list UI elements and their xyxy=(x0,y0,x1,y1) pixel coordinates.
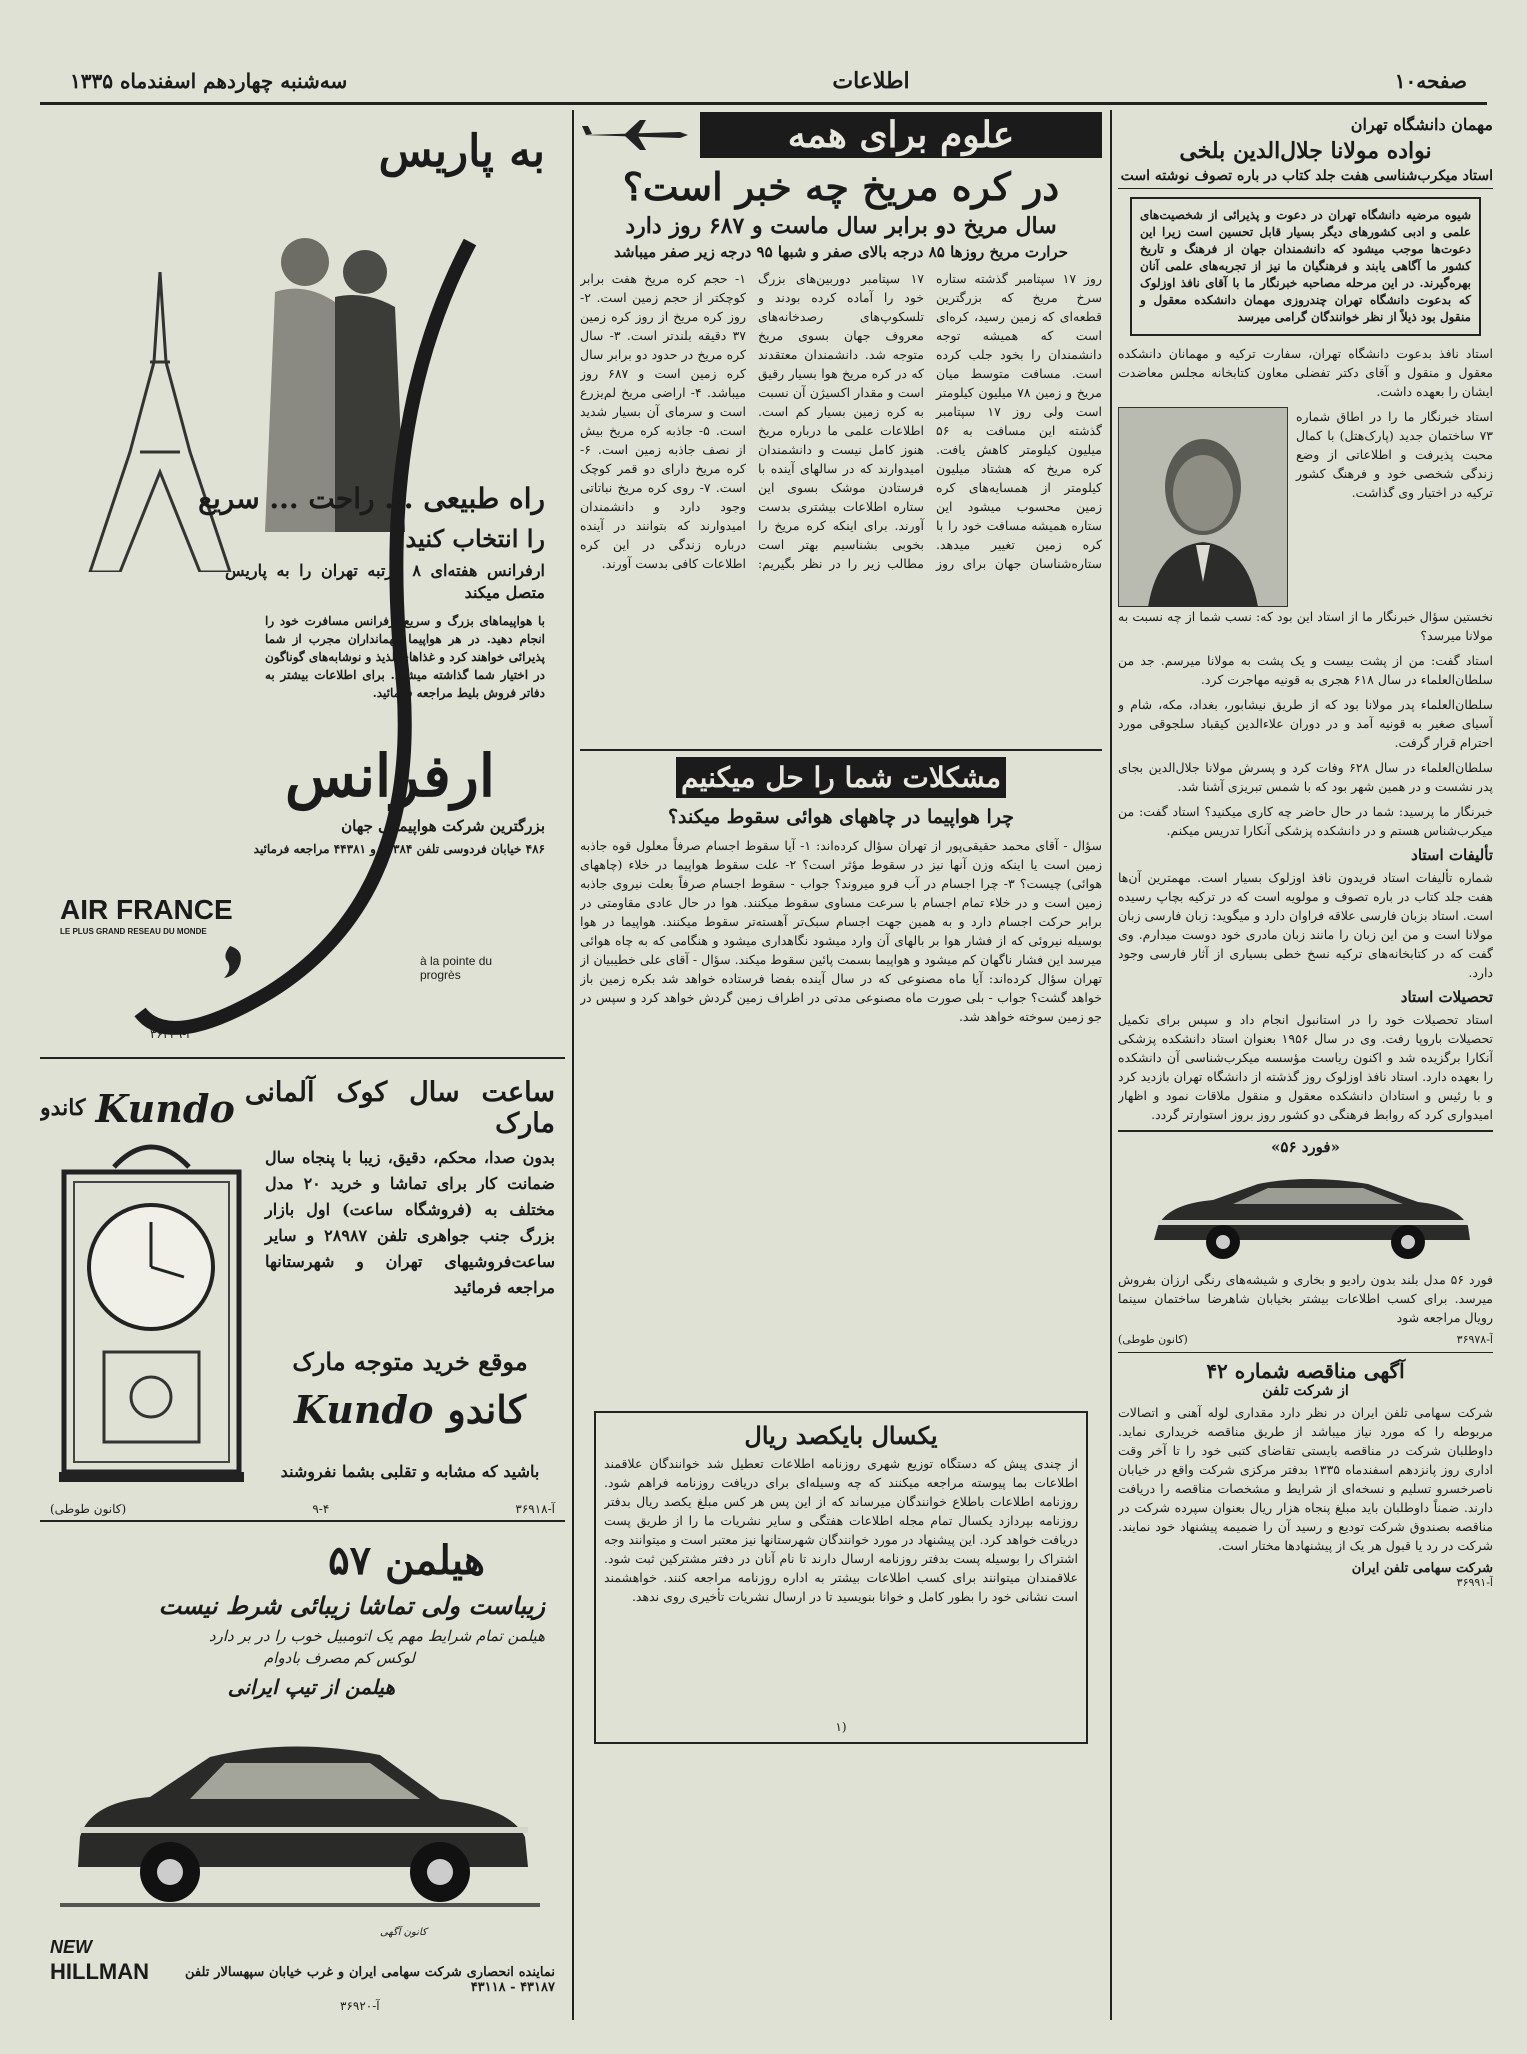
article-paragraph: سلطان‌العلماء پدر مولانا بود که از طریق نیشابور، بغداد، مکه، شام و آسیای صغیر به قونیه آمد و در دوران علاءالدین کیقباد سلجوقی مورد احترام قرار گرفت. xyxy=(1118,697,1493,750)
kundo-brand: Kundo xyxy=(294,1387,434,1432)
hillman-dealer: نماینده انحصاری شرکت سهامی ایران و غرب خیابان سپهسالار تلفن ۴۳۱۸۷ - ۴۳۱۱۸ xyxy=(185,1965,555,1995)
airfrance-ad xyxy=(40,112,565,1057)
intro-text: شیوه مرضیه دانشگاه تهران در دعوت و پذیرائی از شخصیت‌های علمی و ادبی کشورهای دیگر بسیار قابل تحسین است زیرا این دعوت‌ها موجب میشود که دانشمندان جهان از فرهنگ و تاریخ کشور ما آگاهی یابند و فرهنگیان ما نیز از تجربه‌های علمی آنان بهره‌گیرند. در این مرحله مصاحبه خبرنگار ما با آقای نافذ اوزلوک که بدعوت دانشگاه تهران چندروزی مهمان دانشکده معقول و منقول بود ذیلاً از نظر خوانندگان گرامی میرسد xyxy=(1140,208,1471,324)
qa-headline: چرا هواپیما در چاههای هوائی سقوط میکند؟ xyxy=(667,805,1015,828)
section-rule xyxy=(1118,1130,1493,1132)
subscription-title: یکسال بایکصد ریال xyxy=(744,1420,938,1450)
af-weekly: ارفرانس هفته‌ای ۸ مرتبه تهران را به پاریس متصل میکند xyxy=(225,561,545,602)
kundo-text: بدون صدا، محکم، دقیق، زیبا با پنجاه سال ضمانت کار برای تماشا و خرید ۲۰ مدل مختلف به (فروشگاه ساعت) اول بازار بزرگ جنب جواهری تلفن ۲۸۹۸۷ و سایر ساعت‌فروشیهای تهران و شهرستانها مراجعه فرمائید xyxy=(265,1148,556,1297)
article-subtitle: استاد میکرب‌شناسی هفت جلد کتاب در باره تصوف نوشته است xyxy=(1118,168,1493,189)
tender-ad xyxy=(1118,1359,1493,1589)
ad-number: ۹-۴ xyxy=(312,1502,330,1516)
intro-box xyxy=(1130,197,1481,336)
column-divider-left xyxy=(572,110,574,2020)
page-number: صفحه۱۰ xyxy=(1394,69,1467,93)
middle-column xyxy=(580,112,1102,2022)
ford-ad-title: «فورد ۵۶» xyxy=(1271,1137,1340,1156)
ford-ad xyxy=(1118,1138,1493,1346)
hillman-ad xyxy=(40,1527,565,2017)
kundo-brand-farsi: کاندو xyxy=(40,1095,86,1121)
mars-subhead: سال مریخ دو برابر سال ماست و ۶۸۷ روز دارد xyxy=(625,213,1057,239)
left-column xyxy=(40,112,565,2022)
header-rule xyxy=(40,102,1487,105)
ad-code: آ-۳۶۹۱۸ xyxy=(515,1502,555,1516)
tender-signature: شرکت سهامی تلفن ایران xyxy=(1351,1561,1493,1576)
af-logo-sub: LE PLUS GRAND RESEAU DU MONDE xyxy=(60,927,207,936)
hillman-body: هیلمن تمام شرایط مهم یک اتومبیل خوب را در بر دارد xyxy=(208,1627,545,1645)
tender-text: شرکت سهامی تلفن ایران در نظر دارد مقداری لوله آهنی و اتصالات مربوطه را که مورد نیاز میباشد از طریق مناقصه خریداری نماید. داوطلبان شرکت در مناقصه بایستی تقاضای کتبی خود را تا آخر وقت اداری روز پانزدهم اسفندماه ۱۳۳۵ بدفتر مرکزی شرکت واقع در خیابان ناصرخسرو تسلیم و نسخه‌ای از شرایط و مشخصات مناقصه را دریافت دارند. ضمناً داوطلبان باید مبلغ پنجاه هزار ریال بعنوان سپرده شرکت در مناقصه بصندوق شرکت تودیع و رسید آن را ضمیمه پیشنهاد خود نمایند. شرکت در رد یا قبول هر یک از پیشنهادها مختار است. xyxy=(1118,1405,1493,1553)
right-column xyxy=(1118,115,1493,2020)
article-paragraph: خبرنگار ما پرسید: شما در حال حاضر چه کاری میکنید؟ استاد گفت: من میکرب‌شناس هستم و در دانشکده پزشکی آنکارا تدریس میکنم. xyxy=(1118,804,1493,838)
tender-title: آگهی مناقصه شماره ۴۲ xyxy=(1206,1359,1405,1383)
portrait-photo xyxy=(1118,407,1288,607)
ad-code: آ-۳۶۹۲۰ xyxy=(340,1999,380,2013)
article-paragraph: نخستین سؤال خبرنگار ما از استاد این بود که: نسب شما از چه نسبت به مولانا میرسد؟ xyxy=(1118,609,1493,643)
kundo-title: ساعت سال کوک آلمانی مارک xyxy=(244,1077,555,1139)
section-rule xyxy=(40,1520,565,1522)
af-french-slogan: à la pointe du progrès xyxy=(420,954,493,982)
issue-date: سه‌شنبه چهاردهم اسفندماه ۱۳۳۵ xyxy=(70,69,348,93)
article-paragraph: سلطان‌العلماء در سال ۶۲۸ وفات کرد و پسرش مولانا جلال‌الدین بجای پدر نشست و در همین شهر بود که با شمس تبریزی آشنا شد. xyxy=(1118,760,1493,794)
article-paragraph: استاد تحصیلات خود را در استانبول انجام داد و سپس برای تکمیل تحصیلات باروپا رفت. وی در سال ۱۹۵۶ بعنوان استاد دانشکده پزشکی آنکارا برگزیده شد و اکنون ریاست مؤسسه میکرب‌شناسی آن دانشکده را بعهده دارد. استاد نافذ اوزلوک روز گذشته از دانشگاه تهران بازدید کرد و با رئیس و استادان دانشکده معقول و منقول ملاقات نمود و اظهار امیدواری کرد که روابط فرهنگی دو کشور روز بروز استوارتر گردد. xyxy=(1118,1012,1493,1122)
page-header xyxy=(70,66,1467,96)
af-logo-farsi: ارفرانس xyxy=(284,742,495,810)
hillman-title: هیلمن ۵۷ xyxy=(328,1537,485,1584)
hillman-car-illustration xyxy=(60,1707,540,1927)
ad-code: آ-۳۶۹۹۱ xyxy=(1456,1576,1493,1589)
af-tagline: راه طبیعی ... راحت ... سریع xyxy=(198,482,545,515)
af-seahorse-icon xyxy=(210,942,250,982)
kundo-season: موقع خرید متوجه مارک xyxy=(292,1347,528,1376)
article-title: نواده مولانا جلال‌الدین بلخی xyxy=(1179,138,1432,164)
mars-deck: حرارت مریخ روزها ۸۵ درجه بالای صفر و شبها ۹۵ درجه زیر صفر میباشد xyxy=(614,243,1068,261)
article-paragraph: استاد نافذ بدعوت دانشگاه تهران، سفارت ترکیه و مهمانان دانشکده معقول و منقول و آقای دکتر تفضلی معاون کتابخانه مجلس معاضدت ایشان را بعهده داشت. xyxy=(1118,346,1493,399)
article-paragraph: استاد خبرنگار ما را در اطاق شماره ۷۳ ساختمان جدید (پارک‌هتل) با کمال محبت پذیرفت و اطلاعاتی از وضع زندگی شخصی خود و فرهنگ کشور ترکیه در اختیار وی گذاشت. xyxy=(1296,409,1493,500)
kundo-warning: باشید که مشابه و تقلبی بشما نفروشند xyxy=(280,1462,540,1481)
article-kicker: مهمان دانشگاه تهران xyxy=(1350,115,1493,134)
newspaper-name: اطلاعات xyxy=(832,68,910,94)
section-rule xyxy=(580,749,1102,751)
af-logo: AIR FRANCE xyxy=(60,894,233,925)
agency-tag: (کانون طوطی) xyxy=(1118,1332,1188,1346)
hillman-signoff: هیلمن از تیپ ایرانی xyxy=(227,1675,395,1699)
airplane-icon xyxy=(580,118,690,152)
kundo-brand-farsi: کاندو xyxy=(447,1387,526,1432)
af-address: ۴۸۶ خیابان فردوسی تلفن ۴۴۳۸۴ و ۴۴۳۸۱ مراجعه فرمائید xyxy=(253,842,545,856)
article-paragraph: استاد گفت: من از پشت بیست و یک پشت به مولانا میرسم. جد من سلطان‌العلماء در سال ۶۱۸ هجری به قونیه مهاجرت کرد. xyxy=(1118,653,1493,687)
article-paragraph: شماره تألیفات استاد فریدون نافذ اوزلوک بسیار است. مهمترین آن‌ها هفت جلد کتاب در باره تصوف و مولویه است که در ترکیه بچاپ رسیده است. استاد بزبان فارسی علاقه فراوان دارد و میگوید: زبان فارسی زبان مولانا است و من این زبان را مانند زبان مادری خود دوست میدارم. وی گفت که در کتابخانه‌های ترکیه نسخ خطی بسیاری از آثار فارسی وجود دارد. xyxy=(1118,870,1493,980)
ford-ad-text: فورد ۵۶ مدل بلند بدون رادیو و بخاری و شیشه‌های رنگی ارزان بفروش میرسد. برای کسب اطلاعات بیشتر بخیابان شاهرضا ساختمان سینما رویال مراجعه شود xyxy=(1118,1271,1493,1325)
qa-text: سؤال - آقای محمد حقیقی‌پور از تهران سؤال کرده‌اند: ۱- آیا سقوط اجسام صرفاً معلول قوه جاذبه زمین است یا اینکه وزن آنها نیز در سقوط مؤثر است؟ ۲- علت سقوط هواپیما در خلاء (چاههای هوائی) چیست؟ ۳- چرا اجسام در آب فرو میروند؟ جواب - سقوط اجسام صرفاً بعلت نیروی جاذبه زمین است و در خلاء تمام اجسام با سرعت مساوی سقوط میکنند. هوا در حال عادی مقاومتی در برابر حرکت اجسام دارد و به همین جهت اجسام سبک‌تر آهسته‌تر سقوط میکنند. هواپیما در هوا بوسیله نیروئی که از فشار هوا بر بالهای آن وارد میشود نگاهداری میشود و هنگامی که به چاه هوائی میرسد این فشار ناگهان کم میشود و هواپیما بسمت پائین سقوط میکند. سؤال - آقای علی خطیبیان از تهران سؤال کرده‌اند: آیا ماه مصنوعی که در سال آینده بفضا فرستاده خواهد شد بکره زمین باز خواهد گشت؟ جواب - بلی صورت ماه مصنوعی مدتی در اطراف زمین گردش خواهد کرد و سپس در جو زمین سوخته خواهد شد. xyxy=(580,837,1102,1024)
af-title: به پاریس xyxy=(378,126,545,177)
science-banner: علوم برای همه xyxy=(700,112,1102,158)
section-heading: تألیفات استاد xyxy=(1411,846,1493,864)
problems-banner: مشکلات شما را حل میکنیم xyxy=(676,757,1006,798)
ad-code: آ-۳۶۴۲۹ xyxy=(150,1027,190,1041)
car-illustration xyxy=(1118,1156,1493,1266)
af-choose: را انتخاب کنید xyxy=(405,524,545,553)
section-rule xyxy=(1118,1352,1493,1354)
section-rule xyxy=(40,1057,565,1059)
hillman-tagline: زیباست ولی تماشا زیبائی شرط نیست xyxy=(158,1591,545,1620)
clock-illustration xyxy=(44,1127,259,1497)
mars-article-text: روز ۱۷ سپتامبر گذشته ستاره سرخ مریخ که بزرگترین قطعه‌ای که زمین رسید، کره‌ای است که همیشه توجه دانشمندان را بخود جلب کرده است. مسافت متوسط میان مریخ و زمین ۷۸ میلیون کیلومتر است ولی روز ۱۷ سپتامبر گذشته این مسافت به ۵۶ میلیون کیلومتر کاهش یافت. کره مریخ که هشتاد میلیون کیلومتر از همسایه‌های کره زمین محسوب میشود این ستاره همیشه مسافت خود را با کره زمین تغییر میدهد. ستاره‌شناسان جهان برای روز ۱۷ سپتامبر دوربین‌های بزرگ خود را آماده کرده بودند و تلسکوپ‌های رصدخانه‌های معروف جهان بسوی مریخ متوجه شد. دانشمندان معتقدند که در کره مریخ هوا بسیار رقیق است و مقدار اکسیژن آن نسبت به کره زمین بسیار کم است. اطلاعات علمی ما درباره مریخ هنوز کامل نیست و دانشمندان امیدوارند که در سالهای آینده با فرستادن موشک بسوی این ستاره اطلاعات بیشتری بدست آورند. برای اینکه کره مریخ را بخوبی بشناسیم بهتر است مطالب زیر را در نظر بگیریم: ۱- حجم کره مریخ هفت برابر کوچکتر از حجم زمین است. ۲- روز کره مریخ از روز کره زمین ۳۷ دقیقه بلندتر است. ۳- سال کره مریخ در حدود دو برابر سال کره زمین است و ۶۸۷ روز میباشد. ۴- اراضی مریخ لم‌یزرع است و سرمای آن بسیار شدید است. ۵- جاذبه کره مریخ بیش از نصف جاذبه زمین است. ۶- کره مریخ دارای دو قمر کوچک است. ۷- روی کره مریخ نباتاتی وجود دارد و دانشمندان امیدوارند که بتوانند در آینده درباره زندگی در این کره اطلاعات کافی بدست آورند. xyxy=(580,271,1102,571)
hillman-new-badge: NEW xyxy=(50,1937,92,1957)
section-heading: تحصیلات استاد xyxy=(1400,988,1493,1006)
mars-headline: در کره مریخ چه خبر است؟ xyxy=(622,164,1060,209)
agency-tag: کانون آگهی xyxy=(380,1927,427,1938)
column-divider-right xyxy=(1110,110,1112,2020)
subscription-signoff: (۱ xyxy=(835,1719,847,1734)
af-body: با هواپیماهای بزرگ و سریع ارفرانس مسافرت خود را انجام دهید. در هر هواپیما مهمانداران مجرب از شما پذیرائی خواهند کرد و غذاهای لذیذ و نوشابه‌های گوناگون در اختیار شما گذاشته میشود. برای اطلاعات بیشتر به دفاتر فروش بلیط مراجعه فرمائید. xyxy=(265,614,545,700)
hillman-body2: لوکس کم مصرف بادوام xyxy=(263,1649,415,1667)
tender-subtitle: از شرکت تلفن xyxy=(1262,1383,1349,1399)
af-slogan: بزرگترین شرکت هواپیمائی جهان xyxy=(341,817,545,835)
hillman-logo: HILLMAN xyxy=(50,1959,149,1984)
subscription-text: از چندی پیش که دستگاه توزیع شهری روزنامه اطلاعات تعطیل شد خوانندگان علاقمند اطلاعات بما پیوسته مراجعه میکنند که چه وسیله‌ای برای دریافت روزنامه فراهم شود. روزنامه اطلاعات باطلاع خوانندگان میرساند که از این پس هر کس مبلغ یکصد ریال بدفتر روزنامه بپردازد یکسال تمام مجله اطلاعات هفتگی و سایر نشریات ما را از طریق پست دریافت خواهد کرد. این پیشنهاد در مورد خوانندگان شهرستانها نیز معتبر است و میتوانند وجه اشتراک را بوسیله پست بدفتر روزنامه ارسال دارند تا نام آنان در دفتر مشترکین ثبت شود. علاقمندان میتوانند برای کسب اطلاعات بیشتر به اداره روزنامه مراجعه کنند. خواهشمند است نشانی خود را بطور کامل و خوانا بنویسید تا در ارسال نشریات تأخیری روی ندهد. xyxy=(604,1455,1078,1604)
kundo-brand: Kundo xyxy=(95,1085,235,1131)
agency-tag: (کانون طوطی) xyxy=(50,1502,127,1516)
subscription-box xyxy=(594,1411,1088,1744)
ad-code: آ-۳۶۹۷۸ xyxy=(1456,1332,1493,1346)
